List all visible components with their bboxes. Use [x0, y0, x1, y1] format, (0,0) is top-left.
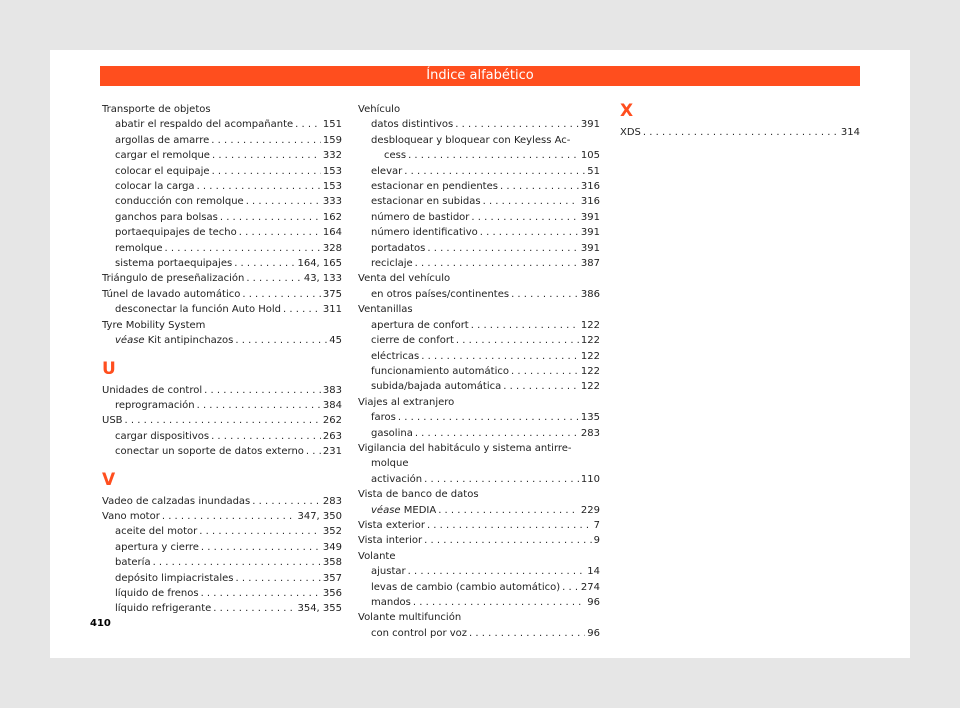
index-entry-term [115, 333, 233, 348]
index-entry-page: 274 [580, 581, 600, 593]
index-entry [358, 194, 600, 209]
index-entry [102, 540, 342, 555]
dot-leader [483, 194, 579, 209]
dot-leader [643, 125, 839, 140]
index-entry-text: remolque [115, 242, 163, 254]
index-entry-text: estacionar en pendientes [371, 181, 498, 193]
index-entry-page: 229 [580, 504, 600, 516]
index-entry-text: estacionar en subidas [371, 196, 481, 208]
index-entry-term [371, 503, 436, 518]
index-entry-term [371, 626, 467, 641]
dot-leader [503, 379, 579, 394]
index-entry-page: 122 [580, 381, 600, 393]
dot-leader [162, 509, 296, 524]
index-entry-page: 384 [322, 399, 342, 411]
dot-leader [427, 518, 592, 533]
index-entry-text: faros [371, 412, 396, 424]
dot-leader [211, 133, 321, 148]
dot-leader [236, 571, 321, 586]
dot-leader [408, 148, 579, 163]
index-entry-page: 153 [322, 165, 342, 177]
index-entry-page: 7 [593, 519, 600, 531]
dot-leader [199, 524, 321, 539]
index-entry-page: 151 [322, 119, 342, 131]
index-entry-page: 45 [329, 335, 342, 347]
index-entry-text: Vista interior [358, 535, 423, 547]
index-entry-page: 354, 355 [297, 603, 342, 615]
index-entry-term [371, 333, 454, 348]
dot-leader [562, 580, 579, 595]
index-entry-text: portaequipajes de techo [115, 227, 237, 239]
index-entry-term [115, 225, 237, 240]
dot-leader [204, 383, 321, 398]
index-entry [358, 333, 600, 348]
index-entry-term [371, 194, 481, 209]
dot-leader [295, 117, 321, 132]
dot-leader [306, 444, 321, 459]
index-entry-page: 391 [580, 242, 600, 254]
dot-leader [424, 533, 591, 548]
dot-leader [165, 241, 321, 256]
index-entry [102, 148, 342, 163]
index-entry-text: conectar un soporte de datos externo [115, 446, 304, 458]
index-entry-text: cargar el remolque [115, 150, 210, 162]
index-entry-term [620, 125, 641, 140]
see-reference-label: véase [115, 335, 145, 347]
index-entry-page: 357 [322, 572, 342, 584]
index-column-2 [358, 102, 600, 641]
index-entry-text: apertura de confort [371, 319, 469, 331]
index-entry-page: 333 [322, 196, 342, 208]
index-entry [358, 256, 600, 271]
index-entry-term [358, 518, 425, 533]
index-entry [358, 626, 600, 641]
index-entry-text: ganchos para bolsas [115, 211, 218, 223]
index-entry-term [371, 379, 501, 394]
index-entry [102, 225, 342, 240]
index-entry [358, 410, 600, 425]
index-entry-term [102, 383, 202, 398]
dot-leader [201, 540, 321, 555]
dot-leader [511, 287, 579, 302]
index-entry [358, 287, 600, 302]
index-entry-term [115, 194, 244, 209]
index-entry-page: 358 [322, 557, 342, 569]
index-entry-text: XDS [620, 127, 641, 138]
dot-leader [455, 117, 579, 132]
index-entry [358, 533, 600, 548]
index-entry-text: desconectar la función Auto Hold [115, 304, 282, 316]
index-entry [102, 494, 342, 509]
index-entry [358, 426, 600, 441]
index-entry-term [371, 210, 469, 225]
dot-leader [424, 472, 579, 487]
index-entry [358, 364, 600, 379]
dot-leader [415, 426, 579, 441]
page-number: 410 [90, 618, 111, 629]
index-entry-page: 352 [322, 526, 342, 538]
index-entry [102, 444, 342, 459]
index-entry-term [115, 117, 293, 132]
index-section-letter: U [102, 358, 116, 379]
index-entry [102, 179, 342, 194]
index-entry-page: 386 [580, 288, 600, 300]
index-entry [358, 595, 600, 610]
index-entry-page: 14 [587, 566, 600, 578]
index-heading: Volante multifunción [358, 612, 462, 624]
dot-leader [415, 256, 579, 271]
index-entry [358, 148, 600, 163]
index-entry-term [371, 595, 411, 610]
index-entry-page: 96 [587, 627, 600, 639]
dot-leader [500, 179, 579, 194]
index-entry [358, 117, 600, 132]
dot-leader [456, 333, 579, 348]
index-heading: Transporte de objetos [102, 104, 211, 115]
index-entry-text: subida/bajada automática [371, 381, 502, 393]
index-entry-page: 51 [587, 165, 600, 177]
index-entry-term [115, 429, 209, 444]
index-entry [102, 164, 342, 179]
index-entry-text: colocar la carga [115, 181, 195, 193]
index-entry-term [371, 318, 469, 333]
index-entry-page: 328 [322, 242, 342, 254]
index-entry-page: 164, 165 [297, 258, 342, 270]
index-heading: Vehículo [358, 104, 401, 115]
index-entry [102, 241, 342, 256]
dot-leader [427, 241, 579, 256]
index-entry [358, 225, 600, 240]
index-entry [102, 429, 342, 444]
index-heading: Viajes al extranjero [358, 396, 455, 408]
index-entry-text: cargar dispositivos [115, 430, 210, 442]
index-entry-term [371, 364, 509, 379]
index-entry-term [115, 148, 210, 163]
dot-leader [220, 210, 321, 225]
index-entry-text: Vadeo de calzadas inundadas [102, 495, 251, 507]
dot-leader [471, 318, 579, 333]
index-entry-text: cess [384, 150, 407, 162]
index-entry-page: 231 [322, 446, 342, 458]
dot-leader [246, 271, 302, 286]
index-entry-text: líquido refrigerante [115, 603, 212, 615]
index-entry-text: mandos [371, 597, 411, 608]
index-entry-term [115, 555, 151, 570]
index-entry [358, 379, 600, 394]
index-entry-text: levas de cambio (cambio automático) [371, 581, 561, 593]
index-entry-term [371, 256, 413, 271]
index-entry-text: Kit antipinchazos [147, 335, 234, 347]
index-entry-term [115, 586, 199, 601]
index-entry [358, 349, 600, 364]
index-entry-text: conducción con remolque [115, 196, 244, 208]
index-heading: molque [371, 458, 409, 470]
index-entry-term [371, 426, 413, 441]
index-entry-term [115, 444, 304, 459]
index-entry-term [115, 210, 218, 225]
index-entry [358, 472, 600, 487]
index-entry-text: Vista exterior [358, 519, 425, 531]
index-entry-page: 122 [580, 365, 600, 377]
dot-leader [239, 225, 321, 240]
index-column-1 [102, 102, 342, 617]
index-entry-term [115, 179, 195, 194]
index-entry-text: gasolina [371, 427, 413, 439]
index-entry-text: cierre de confort [371, 335, 454, 347]
index-entry-page: 153 [322, 181, 342, 193]
dot-leader [197, 398, 321, 413]
index-entry-term [371, 179, 498, 194]
index-entry [102, 586, 342, 601]
index-entry [358, 210, 600, 225]
index-entry [102, 509, 342, 524]
index-entry-page: 162 [322, 211, 342, 223]
index-entry-term [102, 509, 160, 524]
index-entry-term [102, 494, 250, 509]
index-entry-term [371, 349, 419, 364]
index-entry-text: aceite del motor [115, 526, 198, 538]
index-entry-page: 122 [580, 319, 600, 331]
index-entry [102, 271, 342, 286]
dot-leader [408, 564, 586, 579]
page-header-title: Índice alfabético [100, 66, 860, 86]
index-entry [358, 179, 600, 194]
index-entry-page: 349 [322, 541, 342, 553]
index-entry [102, 287, 342, 302]
index-entry [102, 210, 342, 225]
dot-leader [471, 210, 579, 225]
index-entry-page: 375 [322, 288, 342, 300]
index-entry-page: 105 [580, 150, 600, 162]
index-column-3 [620, 100, 860, 140]
index-entry-page: 391 [580, 211, 600, 223]
index-entry-text: elevar [371, 165, 403, 177]
index-heading: Volante [358, 550, 396, 562]
dot-leader [283, 302, 321, 317]
index-entry-text: Túnel de lavado automático [102, 288, 241, 300]
index-entry-page: 332 [322, 150, 342, 162]
dot-leader [246, 194, 321, 209]
dot-leader [480, 225, 579, 240]
index-entry-text: eléctricas [371, 350, 420, 362]
dot-leader [413, 595, 585, 610]
index-entry-term [384, 148, 406, 163]
index-entry-term [115, 164, 210, 179]
index-entry-text: sistema portaequipajes [115, 258, 233, 270]
index-entry-page: 347, 350 [297, 510, 342, 522]
index-entry-page: 122 [580, 335, 600, 347]
index-entry-page: 283 [580, 427, 600, 439]
index-entry [102, 117, 342, 132]
index-entry [102, 302, 342, 317]
index-entry-term [371, 410, 396, 425]
index-entry-term [371, 225, 478, 240]
index-entry [102, 413, 342, 428]
index-entry-term [371, 287, 509, 302]
dot-leader [234, 256, 295, 271]
dot-leader [197, 179, 321, 194]
index-entry [358, 503, 600, 518]
index-entry-text: con control por voz [371, 627, 468, 639]
index-heading: Venta del vehículo [358, 273, 451, 285]
dot-leader [252, 494, 321, 509]
index-entry [102, 601, 342, 616]
index-entry [102, 133, 342, 148]
index-heading: desbloquear y bloquear con Keyless Ac- [371, 134, 571, 146]
index-entry [102, 571, 342, 586]
index-entry-page: 262 [322, 415, 342, 427]
dot-leader [438, 503, 579, 518]
index-entry-page: 387 [580, 258, 600, 270]
index-entry [102, 333, 342, 348]
dot-leader [212, 148, 321, 163]
dot-leader [201, 586, 321, 601]
index-entry-term [102, 413, 123, 428]
index-section-letter: V [102, 469, 116, 490]
index-entry [620, 125, 860, 140]
index-entry-text: MEDIA [403, 504, 437, 516]
index-entry-text: Triángulo de preseñalización [102, 273, 245, 285]
index-entry-text: Unidades de control [102, 384, 203, 396]
index-entry [102, 398, 342, 413]
index-entry [358, 518, 600, 533]
dot-leader [242, 287, 321, 302]
index-entry [358, 564, 600, 579]
index-entry-text: argollas de amarre [115, 134, 210, 146]
index-entry-page: 316 [580, 181, 600, 193]
index-entry-term [115, 601, 211, 616]
index-entry-text: Vano motor [102, 510, 160, 522]
dot-leader [511, 364, 579, 379]
index-entry-term [371, 164, 402, 179]
index-entry [102, 555, 342, 570]
index-entry-text: número identificativo [371, 227, 478, 239]
index-entry-term [115, 571, 234, 586]
index-entry-term [102, 271, 244, 286]
dot-leader [398, 410, 579, 425]
index-entry-term [115, 241, 163, 256]
index-entry-text: portadatos [371, 242, 426, 254]
index-entry-term [115, 133, 209, 148]
index-entry-text: activación [371, 473, 423, 485]
index-entry-page: 356 [322, 587, 342, 599]
dot-leader [212, 164, 321, 179]
index-entry-text: apertura y cierre [115, 541, 199, 553]
index-entry-text: datos distintivos [371, 119, 454, 131]
index-entry-page: 383 [322, 384, 342, 396]
index-entry-page: 283 [322, 495, 342, 507]
index-entry-text: depósito limpiacristales [115, 572, 234, 584]
index-heading: Tyre Mobility System [102, 319, 206, 331]
index-entry [358, 580, 600, 595]
index-entry-term [115, 540, 199, 555]
index-entry-term [371, 472, 422, 487]
index-entry-term [371, 580, 560, 595]
index-entry-page: 135 [580, 412, 600, 424]
index-entry-term [102, 287, 240, 302]
index-entry [358, 164, 600, 179]
dot-leader [421, 349, 579, 364]
index-entry-page: 159 [322, 134, 342, 146]
index-entry-term [115, 256, 232, 271]
index-heading: Ventanillas [358, 304, 413, 316]
index-entry-page: 311 [322, 304, 342, 316]
index-entry [358, 318, 600, 333]
index-entry-page: 164 [322, 227, 342, 239]
index-entry-term [115, 524, 197, 539]
index-entry [102, 194, 342, 209]
dot-leader [213, 601, 295, 616]
dot-leader [153, 555, 321, 570]
index-entry [358, 241, 600, 256]
index-entry-term [115, 398, 195, 413]
index-entry-text: en otros países/continentes [371, 288, 510, 300]
index-section-letter: X [620, 101, 634, 121]
index-entry-page: 391 [580, 119, 600, 131]
index-entry-text: reprogramación [115, 399, 195, 411]
index-entry-text: reciclaje [371, 258, 413, 270]
dot-leader [235, 333, 327, 348]
index-entry-text: funcionamiento automático [371, 365, 509, 377]
index-entry [102, 256, 342, 271]
dot-leader [469, 626, 585, 641]
index-entry-text: número de bastidor [371, 211, 470, 223]
index-entry-page: 122 [580, 350, 600, 362]
index-entry-page: 110 [580, 473, 600, 485]
index-entry-page: 96 [587, 597, 600, 608]
dot-leader [125, 413, 321, 428]
index-entry-term [115, 302, 281, 317]
index-entry-page: 43, 133 [303, 273, 342, 285]
dot-leader [404, 164, 585, 179]
index-entry-text: colocar el equipaje [115, 165, 210, 177]
index-entry-text: líquido de frenos [115, 587, 199, 599]
index-entry-page: 391 [580, 227, 600, 239]
index-entry-term [371, 564, 406, 579]
index-entry-text: abatir el respaldo del acompañante [115, 119, 294, 131]
index-entry-page: 263 [322, 430, 342, 442]
dot-leader [211, 429, 321, 444]
see-reference-label: véase [371, 504, 401, 516]
index-heading: Vista de banco de datos [358, 489, 479, 501]
index-entry [102, 383, 342, 398]
index-entry-text: ajustar [371, 566, 406, 578]
index-heading: Vigilancia del habitáculo y sistema antirre- [358, 442, 572, 454]
index-entry-term [371, 241, 425, 256]
index-entry-page: 314 [840, 127, 860, 138]
index-entry-term [371, 117, 453, 132]
index-entry-page: 316 [580, 196, 600, 208]
index-entry-text: USB [102, 415, 123, 427]
index-entry [102, 524, 342, 539]
index-entry-term [358, 533, 422, 548]
index-entry-text: batería [115, 557, 151, 569]
index-entry-page: 9 [593, 535, 600, 547]
